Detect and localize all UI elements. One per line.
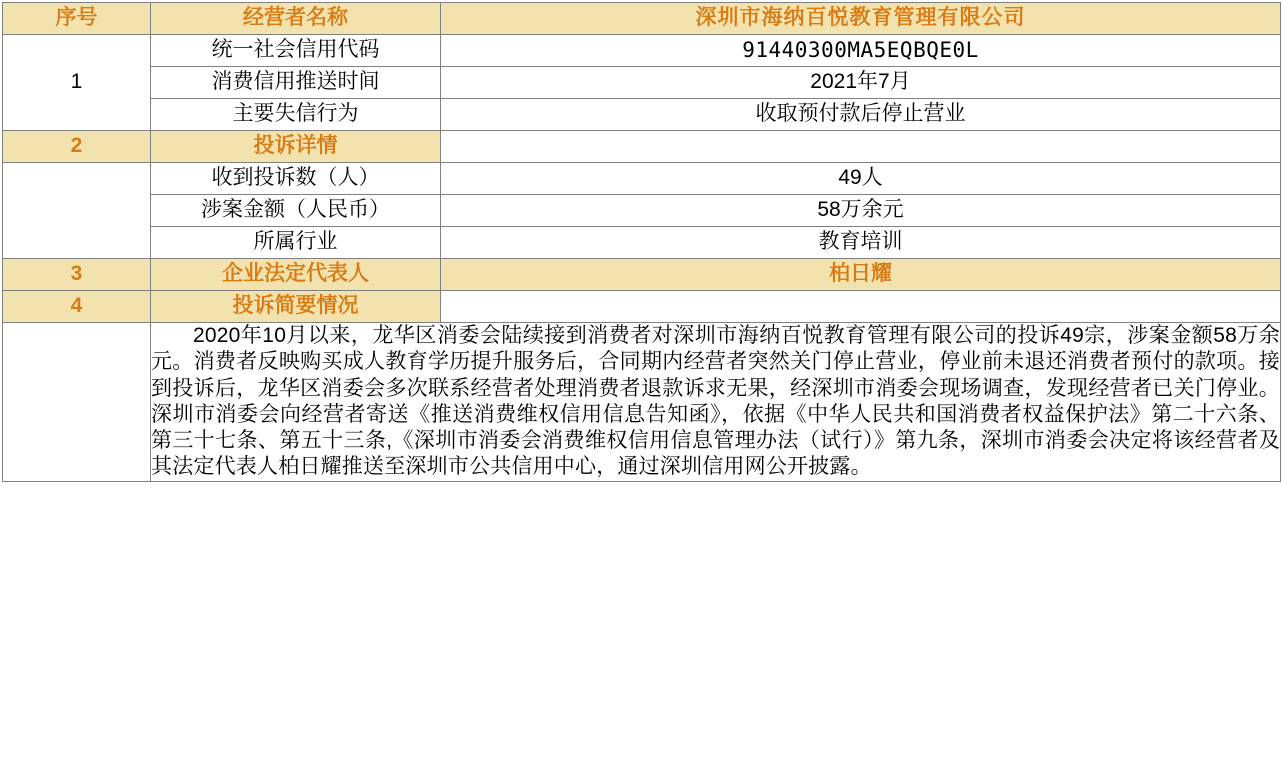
- table-row: [3, 227, 1281, 259]
- value-credit-code: 91440300MA5EQBQE0L: [441, 35, 1281, 67]
- section-title-complaint-summary: 投诉简要情况: [151, 291, 441, 323]
- header-name-label: 经营者名称: [151, 3, 441, 35]
- credit-record-table: [2, 2, 1281, 482]
- section-2-index-spacer: [3, 163, 151, 259]
- label-industry: 所属行业: [151, 227, 441, 259]
- value-complaint-count: 49人: [441, 163, 1281, 195]
- narrative-row: [3, 323, 1281, 482]
- value-amount-involved: 58万余元: [441, 195, 1281, 227]
- value-industry: 教育培训: [441, 227, 1281, 259]
- value-push-time: 2021年7月: [441, 67, 1281, 99]
- narrative-left-spacer: [3, 323, 151, 482]
- section-row-complaint-details: [3, 131, 1281, 163]
- complaint-narrative-text: 2020年10月以来，龙华区消委会陆续接到消费者对深圳市海纳百悦教育管理有限公司的投诉49宗，涉案金额58万余元。消费者反映购买成人教育学历提升服务后，合同期内经营者突然关门停止营业，停业前未退还消费者预付的款项。接到投诉后，龙华区消委会多次联系经营者处理消费者退款诉求无果，经深圳市消委会现场调查，发现经营者已关门停业。深圳市消委会向经营者寄送《推送消费维权信用信息告知函》，依据《中华人民共和国消费者权益保护法》第二十六条、第三十七条、第五十三条,《深圳市消委会消费维权信用信息管理办法（试行）》第九条，深圳市消委会决定将该经营者及其法定代表人柏日耀推送至深圳市公共信用中心，通过深圳信用网公开披露。: [151, 324, 1280, 479]
- label-credit-code: 统一社会信用代码: [151, 35, 441, 67]
- header-index-label: 序号: [3, 3, 151, 35]
- section-index-4: 4: [3, 291, 151, 323]
- row-group-index-1: 1: [3, 35, 151, 131]
- section-value-complaint-details: [441, 131, 1281, 163]
- section-title-complaint-details: 投诉详情: [151, 131, 441, 163]
- table-row: [3, 163, 1281, 195]
- value-legal-representative: 柏日耀: [441, 259, 1281, 291]
- section-index-2: 2: [3, 131, 151, 163]
- table-header-row: [3, 3, 1281, 35]
- label-complaint-count: 收到投诉数（人）: [151, 163, 441, 195]
- table-row: [3, 99, 1281, 131]
- complaint-narrative: [151, 323, 1281, 482]
- section-title-legal-representative: 企业法定代表人: [151, 259, 441, 291]
- table-row: [3, 35, 1281, 67]
- section-index-3: 3: [3, 259, 151, 291]
- section-row-legal-representative: [3, 259, 1281, 291]
- section-row-complaint-summary: [3, 291, 1281, 323]
- label-push-time: 消费信用推送时间: [151, 67, 441, 99]
- table-row: [3, 195, 1281, 227]
- value-main-breach: 收取预付款后停止营业: [441, 99, 1281, 131]
- label-amount-involved: 涉案金额（人民币）: [151, 195, 441, 227]
- section-value-complaint-summary: [441, 291, 1281, 323]
- table-row: [3, 67, 1281, 99]
- header-company-name: 深圳市海纳百悦教育管理有限公司: [441, 3, 1281, 35]
- label-main-breach: 主要失信行为: [151, 99, 441, 131]
